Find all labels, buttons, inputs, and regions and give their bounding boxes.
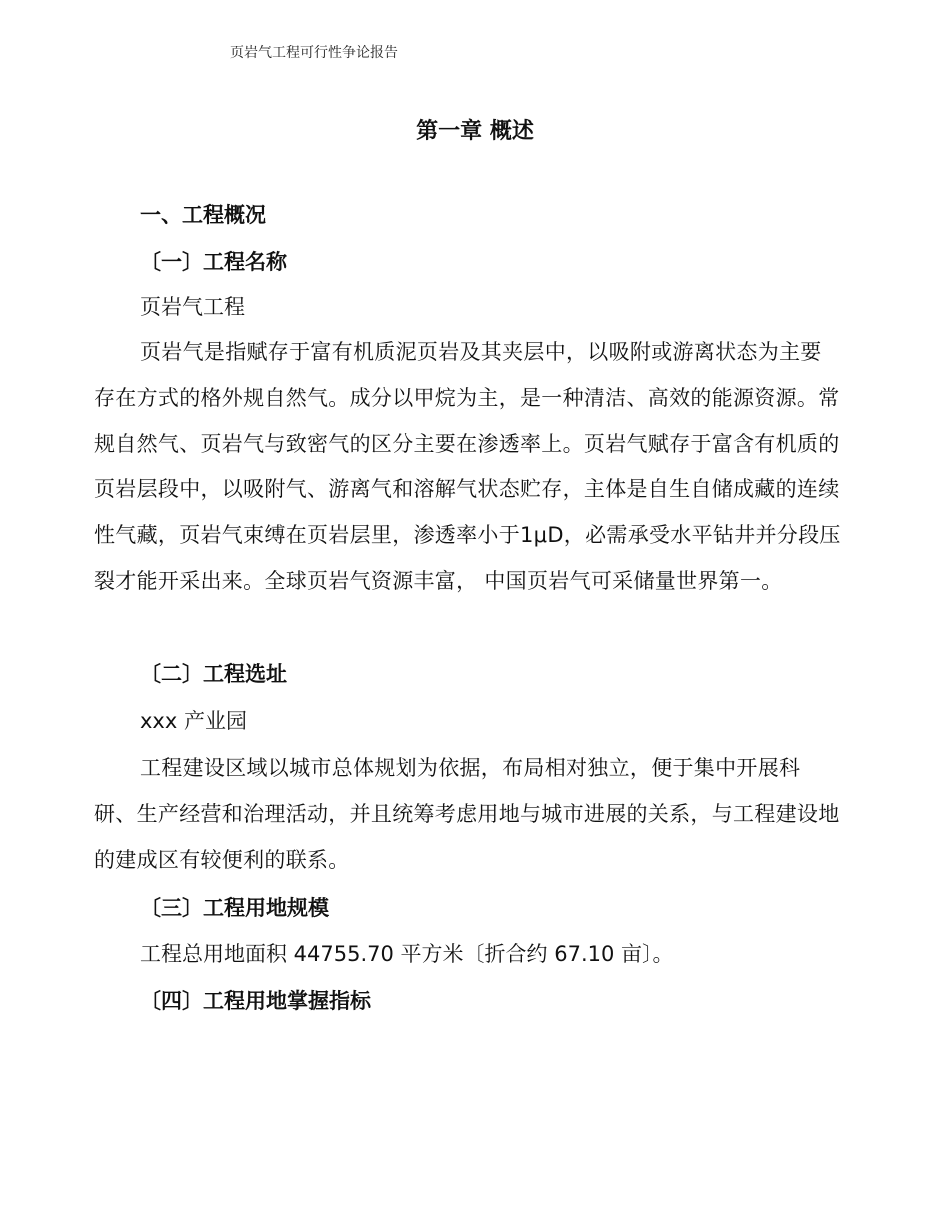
site-location: xxx 产业园 (140, 709, 247, 733)
subsection-heading-land-scale: 〔三〕工程用地规模 (140, 896, 329, 920)
project-name: 页岩气工程 (140, 295, 245, 319)
section-heading: 一、工程概况 (140, 203, 266, 227)
subsection-heading-land-indicators: 〔四〕工程用地掌握指标 (140, 989, 371, 1013)
site-description-paragraph: 工程建设区域以城市总体规划为依据，布局相对独立，便于集中开展科研、生产经营和治理活动，并且统筹考虑用地与城市进展的关系，与工程建设地的建成区有较便利的联系。 (94, 756, 840, 872)
subsection-heading-site: 〔二〕工程选址 (140, 662, 287, 686)
subsection-heading-name: 〔一〕工程名称 (140, 250, 287, 274)
land-area-text: 工程总用地面积 44755.70 平方米〔折合约 67.10 亩〕。 (140, 942, 674, 966)
shale-gas-description-paragraph: 页岩气是指赋存于富有机质泥页岩及其夹层中，以吸附或游离状态为主要存在方式的格外规自然气。成分以甲烷为主，是一种清洁、高效的能源资源。常规自然气、页岩气与致密气的区分主要在渗透率上。页岩气赋存于富含有机质的页岩层段中，以吸附气、游离气和溶解气状态贮存，主体是自生自储成藏的连续性气藏，页岩气束缚在页岩层里，渗透率小于1μD，必需承受水平钻井并分段压裂才能开采出来。全球页岩气资源丰富， 中国页岩气可采储量世界第一。 (94, 340, 841, 593)
chapter-title: 第一章 概述 (416, 119, 534, 144)
running-header: 页岩气工程可行性争论报告 (230, 45, 398, 61)
